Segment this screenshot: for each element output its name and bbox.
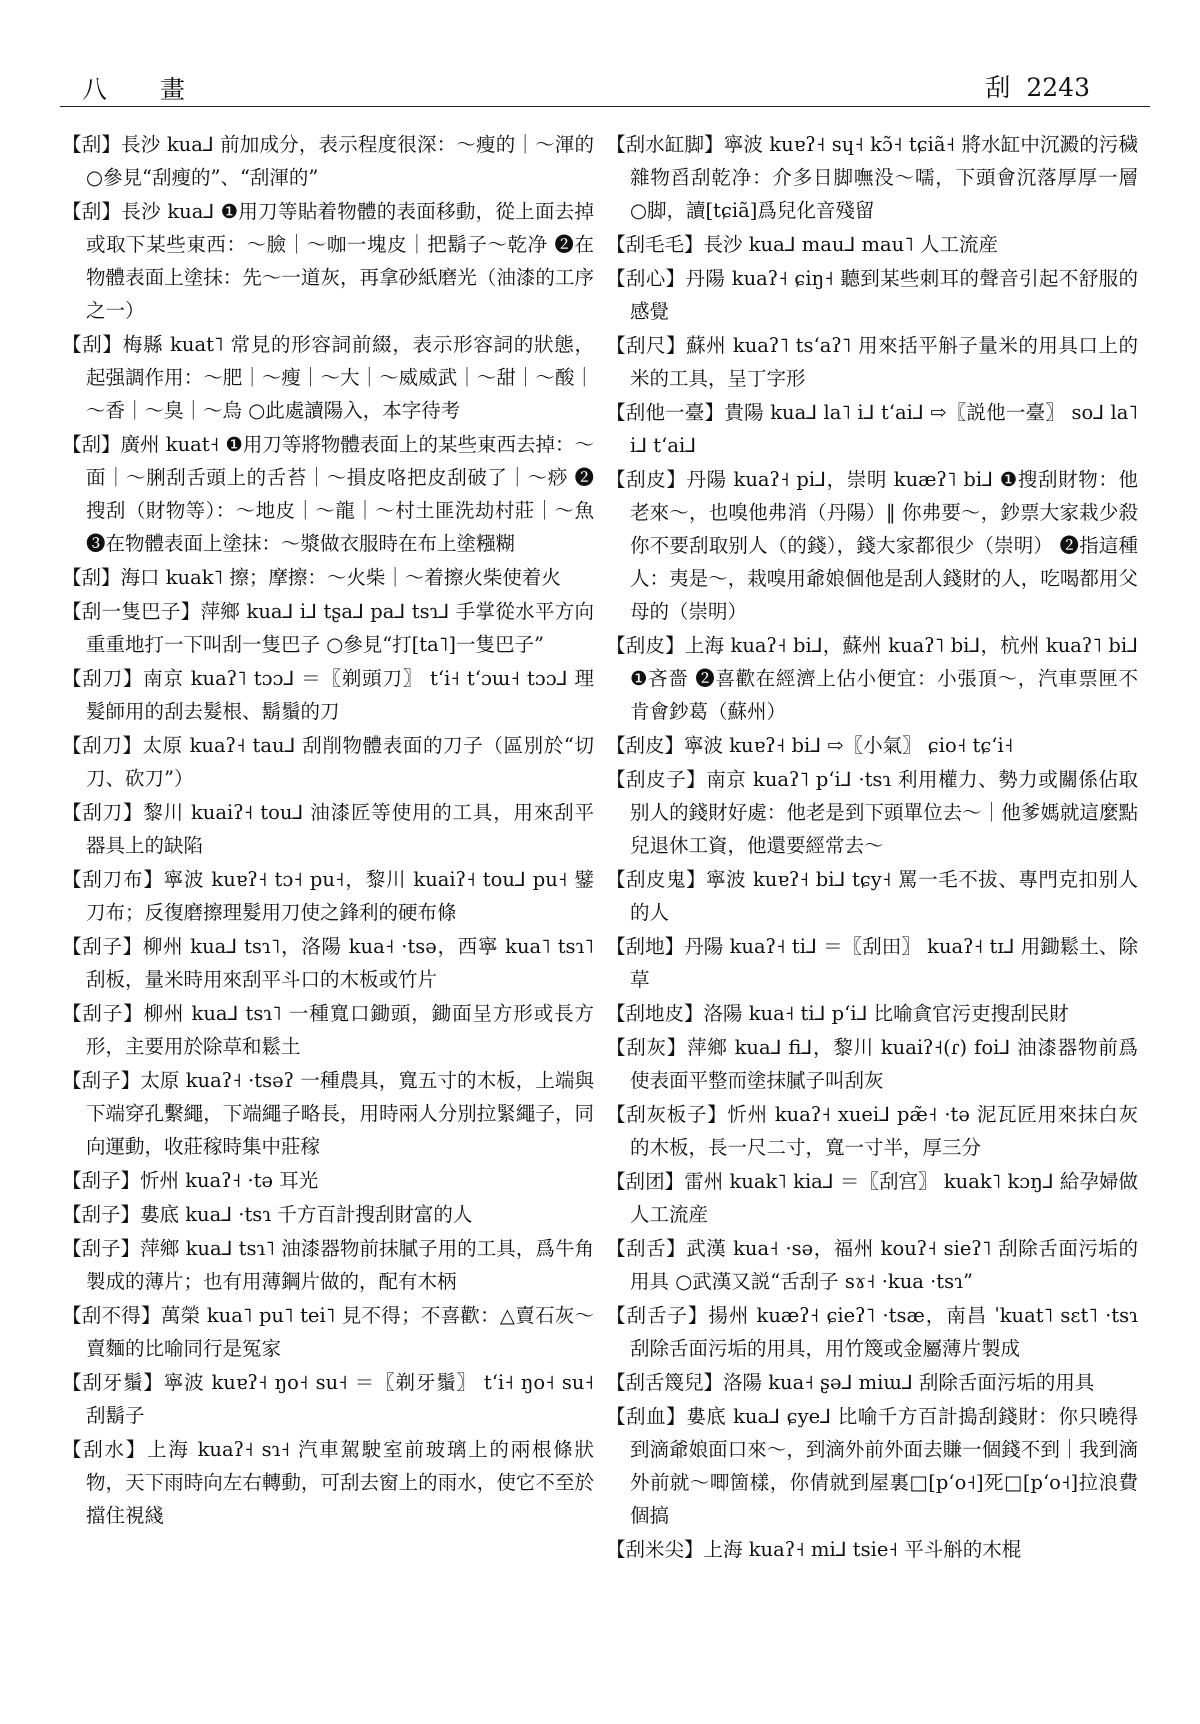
entry-headword: 【刮血】 <box>606 1405 687 1428</box>
entry-definition: 萍鄉 kua⅃ fi⅃，黎川 kuaiʔ˧(ɾ) foi⅃ 油漆器物前爲使表面平整而塗抹膩子叫刮灰 <box>630 1036 1138 1092</box>
entry-definition: 揚州 kuæʔ˧ ɕieʔ˥ ·tsæ，南昌 ˈkuat˥ sɛt˥ ·tsɿ 刮除舌面污垢的用具，用竹篾或金屬薄片製成 <box>630 1304 1138 1360</box>
entry-headword: 【刮他一臺】 <box>606 401 725 424</box>
entry-definition: 婁底 kua⅃ ɕye⅃ 比喻千方百計搗刮錢財：你只曉得到滴爺娘面口來～，到滴外前外面去賺一個錢不到｜我到滴外前就～唧箇樣，你倩就到屋裏□[pʻo˧]死□[pʻo˧]拉浪費個搞 <box>630 1405 1138 1527</box>
dictionary-entry <box>62 1164 594 1197</box>
entry-definition: 忻州 kuaʔ˧ xuei⅃ pæ̃˧ ·tə 泥瓦匠用來抹白灰的木板，長一尺二寸，寬一寸半，厚三分 <box>630 1103 1138 1159</box>
entry-definition: 上海 kuaʔ˧ mi⅃ tsie˧ 平斗斛的木棍 <box>703 1538 1022 1561</box>
dictionary-entry <box>62 1433 594 1532</box>
entry-headword: 【刮皮鬼】 <box>606 868 707 891</box>
dictionary-entry <box>606 228 1138 261</box>
entry-headword: 【刮舌子】 <box>606 1304 709 1327</box>
entry-headword: 【刮子】 <box>62 1069 141 1092</box>
entry-headword: 【刮子】 <box>62 1203 141 1226</box>
entry-definition: 寧波 kuɐʔ˧ bi⅃ tɕy˧ 罵一毛不拔、專門克扣别人的人 <box>630 868 1138 924</box>
entry-headword: 【刮灰】 <box>606 1036 688 1059</box>
header-rule <box>60 106 1150 107</box>
dictionary-entry <box>606 863 1138 929</box>
dictionary-entry <box>606 1232 1138 1298</box>
entry-headword: 【刮】 <box>62 200 122 223</box>
entry-definition: 寧波 kuɐʔ˧ ŋo˧ su˧ ＝〖剃牙鬚〗 tʻi˧ ŋo˧ su˧ 刮鬍子 <box>86 1371 594 1427</box>
entry-definition: 萍鄉 kua⅃ i⅃ tʂa⅃ pa⅃ tsɿ⅃ 手掌從水平方向重重地打一下叫刮一隻巴子 ○參見“打[ta˥]一隻巴子” <box>86 600 594 656</box>
entry-definition: 蘇州 kuaʔ˥ tsʻaʔ˥ 用來括平斛子量米的用具口上的米的工具，呈丁字形 <box>630 334 1138 390</box>
entry-definition: 長沙 kua⅃ ❶用刀等貼着物體的表面移動，從上面去掉或取下某些東西：～臉｜～咖一塊皮｜把鬍子～乾净 ❷在物體表面上塗抹：先～一道灰，再拿砂紙磨光（油漆的工序之一） <box>86 200 594 322</box>
right-column <box>606 128 1138 1698</box>
entry-headword: 【刮水】 <box>62 1438 148 1461</box>
entry-headword: 【刮舌篾兒】 <box>606 1371 724 1394</box>
entry-definition: 長沙 kua⅃ mau⅃ mau˥ 人工流産 <box>703 233 999 256</box>
entry-definition: 柳州 kua⅃ tsɿ˥，洛陽 kua˧ ·tsə，西寧 kua˥ tsɿ˥ 刮板，量米時用來刮平斗口的木板或竹片 <box>86 935 594 991</box>
dictionary-entry <box>606 1165 1138 1231</box>
page-header-right <box>985 68 1090 104</box>
entry-definition: 洛陽 kua˧ ti⅃ pʻi⅃ 比喻貪官污吏搜刮民財 <box>703 1002 1069 1025</box>
entry-headword: 【刮牙鬚】 <box>62 1371 164 1394</box>
entry-definition: 丹陽 kuaʔ˧ ɕiŋ˧ 聽到某些刺耳的聲音引起不舒服的感覺 <box>630 267 1138 323</box>
dictionary-entry <box>62 662 594 728</box>
entry-headword: 【刮米尖】 <box>606 1538 704 1561</box>
entry-definition: 南京 kuaʔ˥ pʻi⅃ ·tsɿ 利用權力、勢力或關係佔取别人的錢財好處：他老是到下頭單位去～｜他爹媽就這麼點兒退休工資，他還要經常去～ <box>630 768 1138 857</box>
dictionary-entry <box>62 328 594 427</box>
section-heading: 八 畫 <box>82 75 200 104</box>
dictionary-entry <box>62 796 594 862</box>
dictionary-entry <box>606 930 1138 996</box>
entry-definition: 寧波 kuɐʔ˧ tɔ˧ pu˧，黎川 kuaiʔ˧ tou⅃ pu˧ 鐾刀布；反復磨擦理髮用刀使之鋒利的硬布條 <box>86 868 594 924</box>
dictionary-entry <box>62 1064 594 1163</box>
dictionary-entry <box>62 128 594 194</box>
entry-headword: 【刮毛毛】 <box>606 233 704 256</box>
dictionary-entry <box>606 1533 1138 1566</box>
dictionary-entry <box>606 763 1138 862</box>
dictionary-entry <box>606 1299 1138 1365</box>
entry-headword: 【刮刀布】 <box>62 868 164 891</box>
dictionary-entry <box>62 1299 594 1365</box>
header-character: 刮 <box>985 73 1011 102</box>
entry-definition: 太原 kuaʔ˧ ·tsəʔ 一種農具，寬五寸的木板，上端與下端穿孔繫繩，下端繩子略長，用時兩人分別拉緊繩子，同向運動，收莊稼時集中莊稼 <box>86 1069 594 1158</box>
entry-headword: 【刮地】 <box>606 935 685 958</box>
entry-headword: 【刮皮】 <box>606 734 685 757</box>
entry-headword: 【刮舌】 <box>606 1237 687 1260</box>
dictionary-entry <box>606 262 1138 328</box>
entry-definition: 忻州 kuaʔ˧ ·tə 耳光 <box>140 1169 319 1192</box>
entry-headword: 【刮不得】 <box>62 1304 161 1327</box>
entry-definition: 梅縣 kuat˥ 常見的形容詞前綴，表示形容詞的狀態，起强調作用：～肥｜～瘦｜～大｜～威威武｜～甜｜～酸｜～香｜～臭｜～烏 ○此處讀陽入，本字待考 <box>86 333 594 422</box>
dictionary-entry <box>62 595 594 661</box>
entry-definition: 太原 kuaʔ˧ tau⅃ 刮削物體表面的刀子（區別於“切刀、砍刀”） <box>86 734 594 790</box>
entry-definition: 婁底 kua⅃ ·tsɿ 千方百計搜刮財富的人 <box>140 1203 473 1226</box>
entry-definition: 寧波 kuɐʔ˧ bi⅃ ⇨〖小氣〗 ɕio˧ tɕʻi˧ <box>684 734 1014 757</box>
left-column <box>62 128 594 1698</box>
entry-headword: 【刮团】 <box>606 1170 685 1193</box>
dictionary-entry <box>62 729 594 795</box>
entry-definition: 上海 kuaʔ˧ bi⅃，蘇州 kuaʔ˥ bi⅃，杭州 kuaʔ˥ bi⅃ ❶吝嗇 ❷喜歡在經濟上佔小便宜：小張頂～，汽車票匣不肯會鈔葛（蘇州） <box>630 634 1138 723</box>
dictionary-entry <box>606 997 1138 1030</box>
entry-headword: 【刮地皮】 <box>606 1002 704 1025</box>
dictionary-entry <box>62 195 594 327</box>
dictionary-entry <box>62 1198 594 1231</box>
entry-headword: 【刮刀】 <box>62 801 144 824</box>
entry-definition: 上海 kuaʔ˧ sɿ˧ 汽車駕駛室前玻璃上的兩根條狀物，天下雨時向左右轉動，可刮去窗上的雨水，使它不至於擋住視綫 <box>86 1438 594 1527</box>
entry-definition: 寧波 kuɐʔ˧ sɥ˧ kɔ̃˧ tɕiã˧ 將水缸中沉澱的污穢雜物舀刮乾净：介多日脚嘸没～嚅，下頭會沉落厚厚一層 ○脚，讀[tɕiã]爲兒化音殘留 <box>630 133 1138 222</box>
entry-definition: 長沙 kua⅃ 前加成分，表示程度很深：～瘦的｜～渾的 ○參見“刮瘦的”、“刮渾的” <box>86 133 594 189</box>
dictionary-entry <box>606 329 1138 395</box>
dictionary-entry <box>62 930 594 996</box>
entry-headword: 【刮子】 <box>62 1237 141 1260</box>
dictionary-entry <box>606 629 1138 728</box>
entry-headword: 【刮皮】 <box>606 468 687 491</box>
entry-headword: 【刮子】 <box>62 935 143 958</box>
entry-headword: 【刮子】 <box>62 1169 141 1192</box>
dictionary-entry <box>606 396 1138 462</box>
entry-definition: 武漢 kua˧ ·sə，福州 kouʔ˧ sieʔ˥ 刮除舌面污垢的用具 ○武漢又説“舌刮子 sɤ˧ ·kua ·tsɿ” <box>630 1237 1138 1293</box>
dictionary-entry <box>62 1366 594 1432</box>
entry-headword: 【刮水缸脚】 <box>606 133 724 156</box>
dictionary-entry <box>62 428 594 560</box>
entry-headword: 【刮刀】 <box>62 734 143 757</box>
dictionary-entry <box>606 1366 1138 1399</box>
entry-definition: 黎川 kuaiʔ˧ tou⅃ 油漆匠等使用的工具，用來刮平器具上的缺陷 <box>86 801 594 857</box>
entry-headword: 【刮心】 <box>606 267 686 290</box>
entry-definition: 廣州 kuat˧ ❶用刀等將物體表面上的某些東西去掉：～面｜～脷刮舌頭上的舌苔｜～損皮咯把皮刮破了｜～痧 ❷搜刮（財物等）：～地皮｜～龍｜～村土匪洗劫村莊｜～魚 ❸在物體表面上塗抹：～漿做衣服時在布上塗糨糊 <box>86 433 594 555</box>
entry-definition: 萍鄉 kua⅃ tsɿ˥ 油漆器物前抹膩子用的工具，爲牛角製成的薄片；也有用薄鋼片做的，配有木柄 <box>86 1237 594 1293</box>
dictionary-entry <box>62 863 594 929</box>
dictionary-entry <box>606 729 1138 762</box>
entry-definition: 萬榮 kua˥ pu˥ tei˥ 見不得；不喜歡：△賣石灰～賣麵的比喻同行是冤家 <box>86 1304 594 1360</box>
dictionary-entry <box>606 1098 1138 1164</box>
entry-definition: 丹陽 kuaʔ˧ pi⅃，崇明 kuæʔ˥ bi⅃ ❶搜刮財物：他老來～，也嗅他弗消（丹陽）‖ 你弗要～，鈔票大家栽少殺你不要刮取别人（的錢），錢大家都很少（崇明） ❷指這種人：夷是～，栽嗅用爺娘個他是刮人錢財的人，吃喝都用父母的（崇明） <box>630 468 1138 623</box>
entry-headword: 【刮一隻巴子】 <box>62 600 201 623</box>
entry-definition: 洛陽 kua˧ ʂə⅃ miɯ⅃ 刮除舌面污垢的用具 <box>723 1371 1095 1394</box>
dictionary-entry <box>62 561 594 594</box>
entry-headword: 【刮】 <box>62 133 122 156</box>
dictionary-entry <box>62 997 594 1063</box>
dictionary-entry <box>606 128 1138 227</box>
entry-headword: 【刮皮】 <box>606 634 685 657</box>
dictionary-entry <box>606 1031 1138 1097</box>
entry-headword: 【刮刀】 <box>62 667 144 690</box>
dictionary-entry <box>606 463 1138 628</box>
entry-definition: 南京 kuaʔ˥ tɔɔ⅃ ＝〖剃頭刀〗 tʻi˧ tʻɔɯ˧ tɔɔ⅃ 理髮師用的刮去髮根、鬍鬚的刀 <box>86 667 594 723</box>
dictionary-entry <box>62 1232 594 1298</box>
entry-definition: 柳州 kua⅃ tsɿ˥ 一種寬口鋤頭，鋤面呈方形或長方形，主要用於除草和鬆土 <box>86 1002 594 1058</box>
entry-headword: 【刮】 <box>62 433 121 456</box>
entry-definition: 雷州 kuak˥ kia⅃ ＝〖刮宫〗 kuak˥ kɔŋ⅃ 給孕婦做人工流産 <box>630 1170 1138 1226</box>
entry-definition: 貴陽 kua⅃ la˥ i⅃ tʻai⅃ ⇨〖説他一臺〗 so⅃ la˥ i⅃ tʻai⅃ <box>630 401 1138 457</box>
entry-headword: 【刮尺】 <box>606 334 687 357</box>
entry-headword: 【刮】 <box>62 333 123 356</box>
entry-headword: 【刮灰板子】 <box>606 1103 728 1126</box>
entry-headword: 【刮】 <box>62 566 121 589</box>
entry-definition: 丹陽 kuaʔ˧ ti⅃ ＝〖刮田〗 kuaʔ˧ tɪ⅃ 用鋤鬆土、除草 <box>630 935 1138 991</box>
page-number: 2243 <box>1026 73 1090 102</box>
entry-headword: 【刮皮子】 <box>606 768 707 791</box>
entry-headword: 【刮子】 <box>62 1002 144 1025</box>
entry-definition: 海口 kuak˥ 擦；摩擦：～火柴｜～着擦火柴使着火 <box>120 566 561 589</box>
dictionary-entry <box>606 1400 1138 1532</box>
